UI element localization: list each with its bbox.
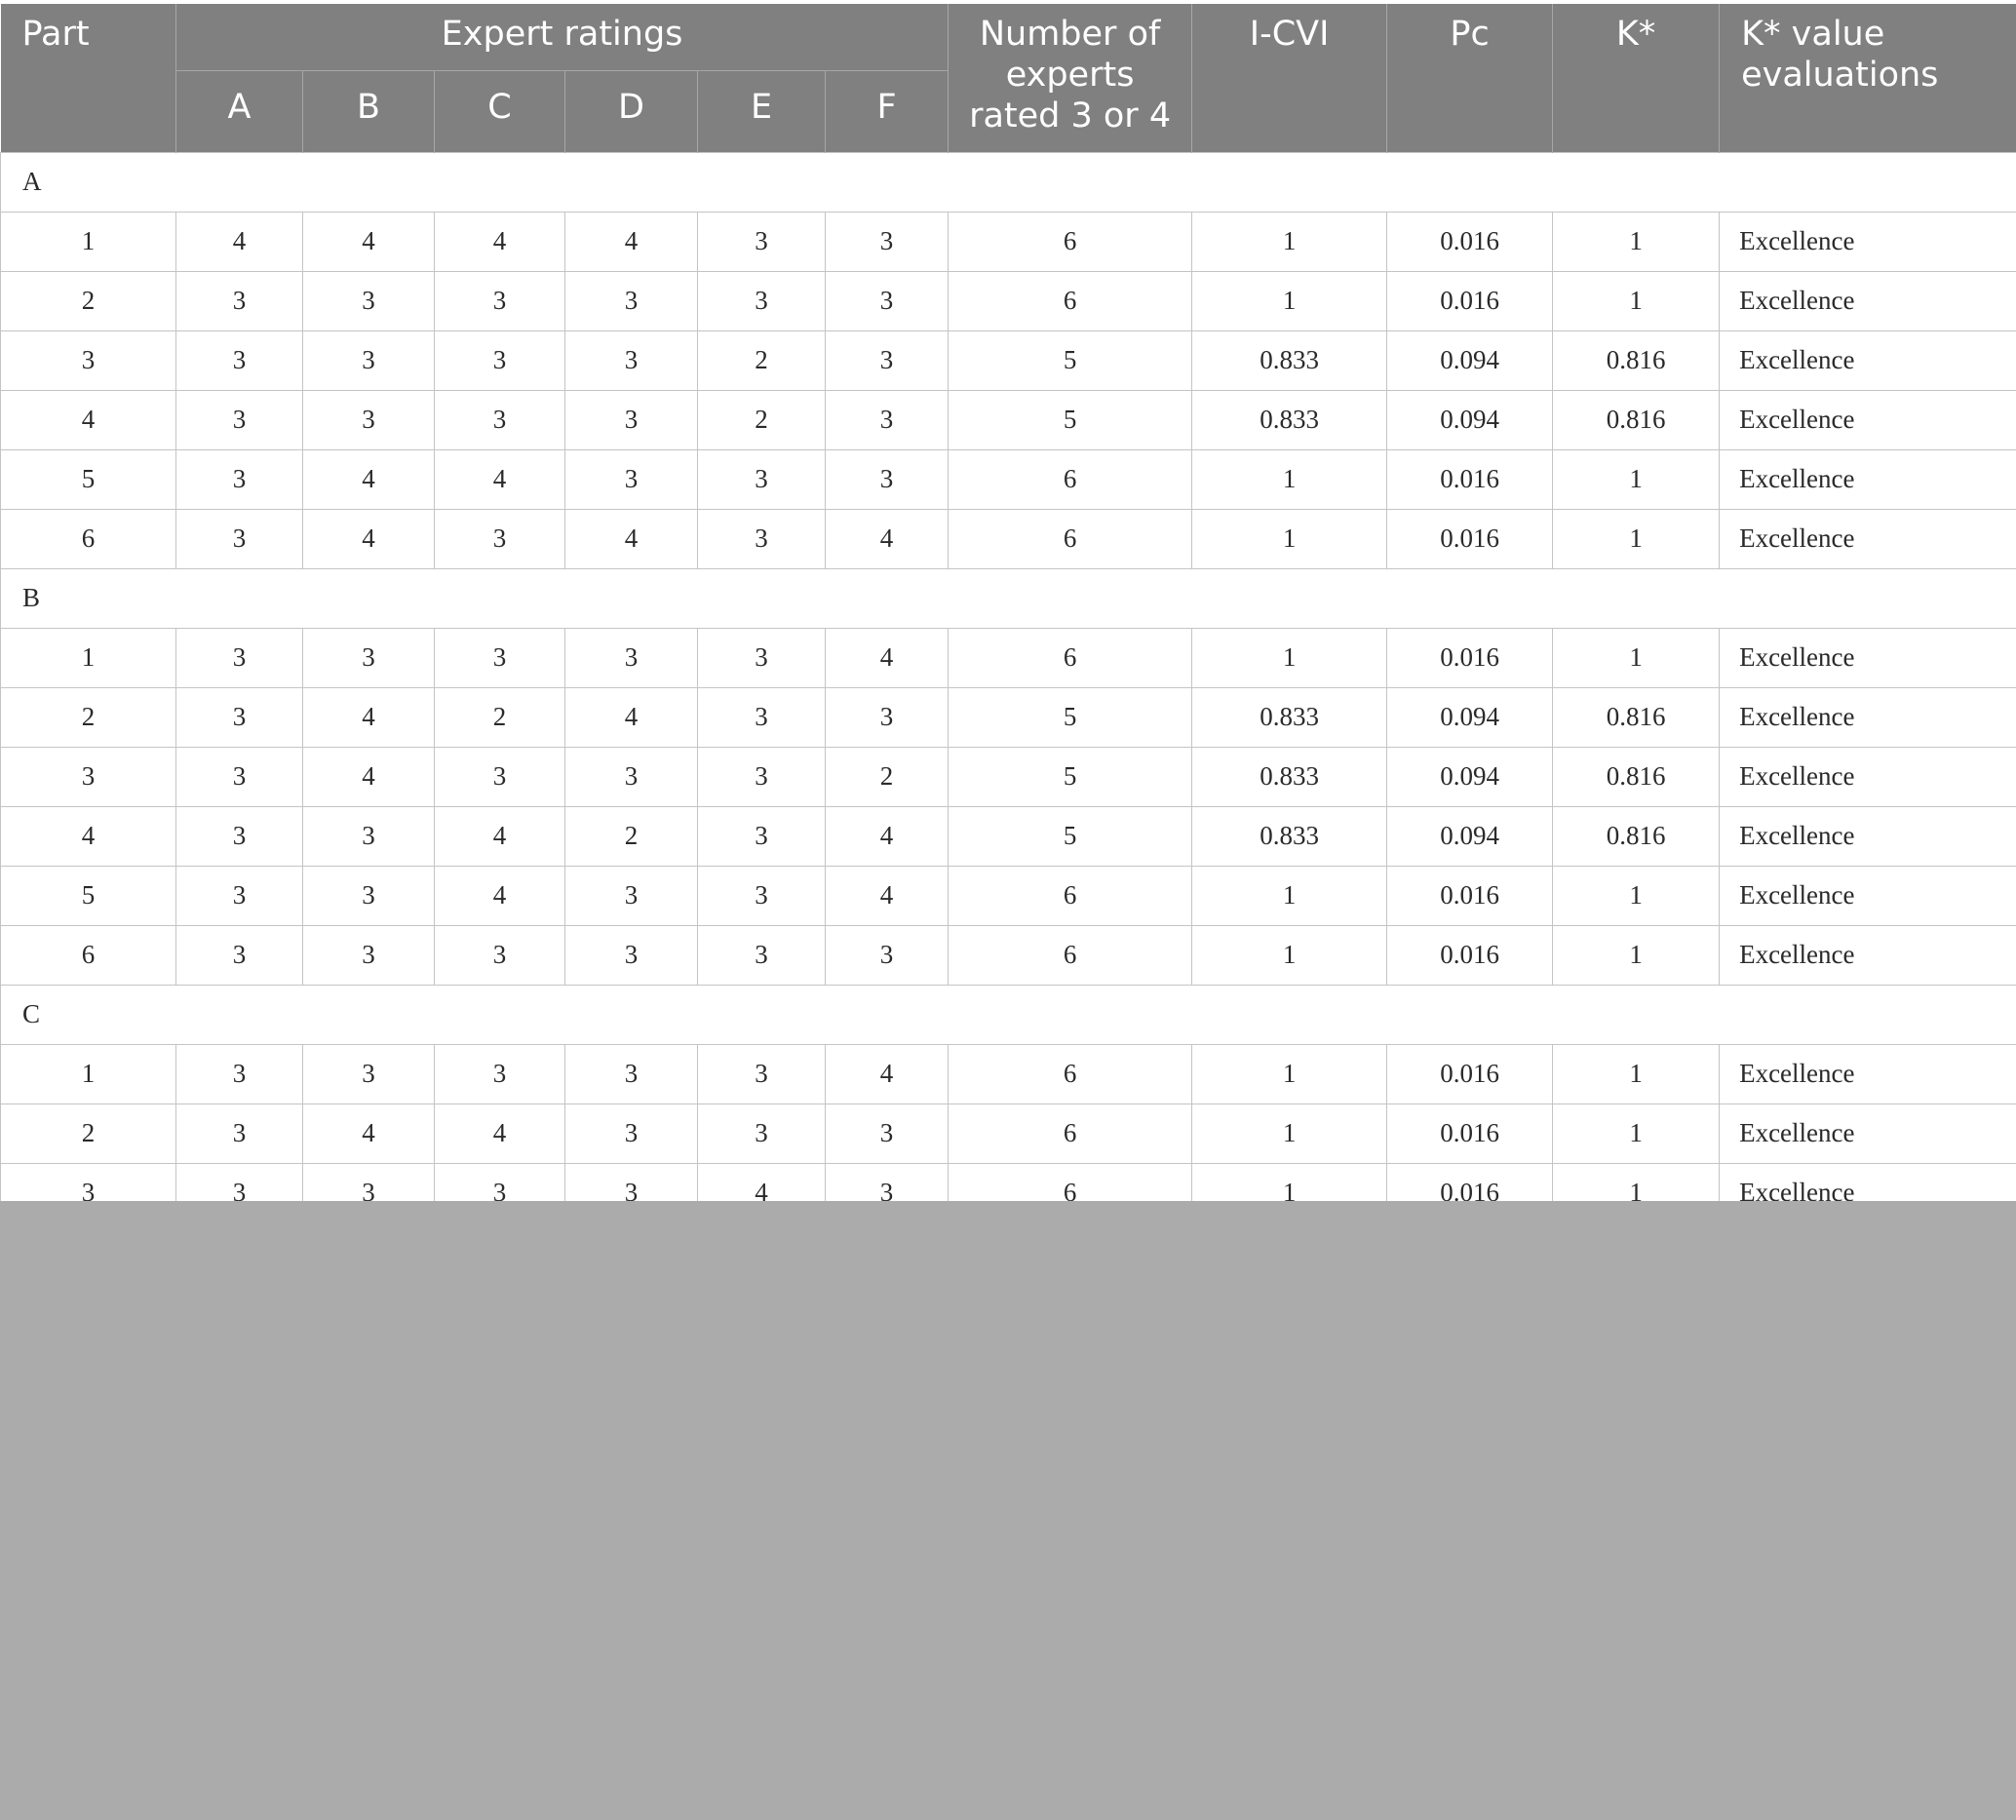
expert-rating-cell: 4 [303, 747, 435, 806]
kappa-cell: 1 [1553, 449, 1720, 509]
kappa-evaluation-cell: Excellence [1720, 330, 2016, 390]
kappa-evaluation-cell: Excellence [1720, 925, 2016, 985]
header-part: Part [1, 4, 176, 152]
pc-cell: 0.016 [1387, 449, 1553, 509]
expert-rating-cell: 3 [303, 330, 435, 390]
expert-rating-cell: 3 [435, 925, 565, 985]
kappa-evaluation-cell: Excellence [1720, 390, 2016, 449]
expert-rating-cell: 3 [303, 390, 435, 449]
kappa-cell: 1 [1553, 509, 1720, 568]
kappa-evaluation-cell: Excellence [1720, 271, 2016, 330]
expert-rating-cell: 3 [565, 449, 698, 509]
table-row [1, 509, 2016, 568]
expert-rating-cell: 4 [303, 1104, 435, 1163]
expert-rating-cell: 3 [303, 806, 435, 866]
table-row [1, 390, 2016, 449]
kappa-evaluation-cell: Excellence [1720, 509, 2016, 568]
expert-rating-cell: 3 [565, 628, 698, 687]
expert-rating-cell: 4 [826, 806, 949, 866]
item-number-cell: 1 [1, 212, 176, 271]
expert-rating-cell: 3 [698, 1104, 826, 1163]
expert-rating-cell: 3 [303, 628, 435, 687]
expert-rating-cell: 3 [435, 1163, 565, 1201]
pc-cell: 0.016 [1387, 509, 1553, 568]
expert-rating-cell: 3 [698, 212, 826, 271]
item-number-cell: 2 [1, 687, 176, 747]
kappa-evaluation-cell: Excellence [1720, 687, 2016, 747]
table-row [1, 1044, 2016, 1104]
item-number-cell: 1 [1, 628, 176, 687]
kappa-cell: 0.816 [1553, 747, 1720, 806]
expert-rating-cell: 4 [435, 449, 565, 509]
experts-count-cell: 6 [949, 271, 1192, 330]
item-number-cell: 6 [1, 509, 176, 568]
expert-rating-cell: 3 [303, 1163, 435, 1201]
expert-rating-cell: 3 [698, 509, 826, 568]
item-number-cell: 4 [1, 390, 176, 449]
section-label: A [1, 152, 2016, 212]
experts-count-cell: 5 [949, 806, 1192, 866]
icvi-cell: 1 [1192, 1044, 1387, 1104]
icvi-cell: 1 [1192, 925, 1387, 985]
expert-rating-cell: 3 [176, 449, 303, 509]
expert-rating-cell: 3 [435, 1044, 565, 1104]
expert-rating-cell: 2 [435, 687, 565, 747]
item-number-cell: 1 [1, 1044, 176, 1104]
pc-cell: 0.094 [1387, 806, 1553, 866]
expert-rating-cell: 3 [435, 509, 565, 568]
kappa-evaluation-cell: Excellence [1720, 806, 2016, 866]
expert-rating-cell: 3 [176, 628, 303, 687]
table-row [1, 1104, 2016, 1163]
section-row [1, 568, 2016, 628]
expert-rating-cell: 3 [176, 1044, 303, 1104]
expert-rating-cell: 4 [303, 509, 435, 568]
expert-rating-cell: 3 [826, 1163, 949, 1201]
experts-count-cell: 6 [949, 1044, 1192, 1104]
expert-rating-cell: 3 [565, 1163, 698, 1201]
expert-rating-cell: 3 [435, 330, 565, 390]
expert-rating-cell: 3 [826, 1104, 949, 1163]
kappa-cell: 1 [1553, 1163, 1720, 1201]
expert-rating-cell: 3 [176, 747, 303, 806]
expert-rating-cell: 3 [176, 1104, 303, 1163]
item-number-cell: 2 [1, 1104, 176, 1163]
experts-count-cell: 5 [949, 687, 1192, 747]
table-row [1, 687, 2016, 747]
table-row [1, 212, 2016, 271]
pc-cell: 0.016 [1387, 1104, 1553, 1163]
expert-rating-cell: 3 [698, 806, 826, 866]
item-number-cell: 3 [1, 1163, 176, 1201]
kappa-cell: 0.816 [1553, 330, 1720, 390]
expert-rating-cell: 3 [176, 509, 303, 568]
header-expert-e: E [698, 70, 826, 152]
expert-rating-cell: 3 [565, 330, 698, 390]
expert-rating-cell: 3 [303, 925, 435, 985]
expert-rating-cell: 3 [435, 628, 565, 687]
expert-rating-cell: 3 [698, 1044, 826, 1104]
expert-rating-cell: 3 [565, 925, 698, 985]
expert-rating-cell: 3 [826, 271, 949, 330]
expert-rating-cell: 3 [826, 390, 949, 449]
expert-rating-cell: 3 [176, 687, 303, 747]
expert-rating-cell: 3 [826, 449, 949, 509]
expert-rating-cell: 4 [565, 687, 698, 747]
expert-rating-cell: 3 [435, 390, 565, 449]
experts-count-cell: 6 [949, 1104, 1192, 1163]
expert-rating-cell: 4 [303, 687, 435, 747]
table-row [1, 806, 2016, 866]
experts-count-cell: 6 [949, 212, 1192, 271]
pc-cell: 0.016 [1387, 271, 1553, 330]
expert-rating-cell: 4 [435, 866, 565, 925]
expert-rating-cell: 3 [176, 1163, 303, 1201]
item-number-cell: 3 [1, 330, 176, 390]
content-validity-table [0, 4, 2016, 1201]
kappa-evaluation-cell: Excellence [1720, 449, 2016, 509]
pc-cell: 0.016 [1387, 1163, 1553, 1201]
expert-rating-cell: 3 [303, 271, 435, 330]
expert-rating-cell: 3 [176, 925, 303, 985]
kappa-evaluation-cell: Excellence [1720, 628, 2016, 687]
icvi-cell: 1 [1192, 449, 1387, 509]
kappa-cell: 1 [1553, 271, 1720, 330]
expert-rating-cell: 3 [826, 687, 949, 747]
expert-rating-cell: 4 [826, 866, 949, 925]
pc-cell: 0.016 [1387, 628, 1553, 687]
expert-rating-cell: 3 [176, 806, 303, 866]
expert-rating-cell: 3 [565, 866, 698, 925]
section-row [1, 152, 2016, 212]
header-expert-c: C [435, 70, 565, 152]
header-pc: Pc [1387, 4, 1553, 152]
pc-cell: 0.094 [1387, 747, 1553, 806]
experts-count-cell: 5 [949, 747, 1192, 806]
header-kappa: Κ* [1553, 4, 1720, 152]
expert-rating-cell: 3 [565, 747, 698, 806]
icvi-cell: 1 [1192, 1163, 1387, 1201]
table-row [1, 271, 2016, 330]
header-expert-f: F [826, 70, 949, 152]
kappa-evaluation-cell: Excellence [1720, 212, 2016, 271]
pc-cell: 0.094 [1387, 390, 1553, 449]
icvi-cell: 1 [1192, 212, 1387, 271]
experts-count-cell: 6 [949, 1163, 1192, 1201]
experts-count-cell: 6 [949, 925, 1192, 985]
expert-rating-cell: 4 [698, 1163, 826, 1201]
expert-rating-cell: 3 [698, 925, 826, 985]
item-number-cell: 3 [1, 747, 176, 806]
item-number-cell: 2 [1, 271, 176, 330]
expert-rating-cell: 3 [303, 866, 435, 925]
header-icvi: I-CVI [1192, 4, 1387, 152]
expert-rating-cell: 3 [698, 866, 826, 925]
expert-rating-cell: 3 [303, 1044, 435, 1104]
item-number-cell: 5 [1, 866, 176, 925]
kappa-cell: 1 [1553, 866, 1720, 925]
item-number-cell: 4 [1, 806, 176, 866]
section-label: B [1, 568, 2016, 628]
expert-rating-cell: 3 [826, 925, 949, 985]
kappa-cell: 1 [1553, 1104, 1720, 1163]
table-row [1, 449, 2016, 509]
expert-rating-cell: 3 [176, 390, 303, 449]
expert-rating-cell: 3 [698, 687, 826, 747]
experts-count-cell: 6 [949, 628, 1192, 687]
kappa-cell: 1 [1553, 212, 1720, 271]
kappa-cell: 1 [1553, 1044, 1720, 1104]
item-number-cell: 5 [1, 449, 176, 509]
header-kappa-evaluations: Κ* value evaluations [1720, 4, 2016, 152]
icvi-cell: 1 [1192, 509, 1387, 568]
expert-rating-cell: 4 [826, 509, 949, 568]
experts-count-cell: 5 [949, 390, 1192, 449]
expert-rating-cell: 3 [826, 330, 949, 390]
icvi-cell: 0.833 [1192, 687, 1387, 747]
pc-cell: 0.016 [1387, 212, 1553, 271]
table-row [1, 747, 2016, 806]
icvi-cell: 0.833 [1192, 747, 1387, 806]
table-header [1, 4, 2016, 152]
expert-rating-cell: 2 [698, 330, 826, 390]
expert-rating-cell: 3 [565, 1044, 698, 1104]
expert-rating-cell: 3 [698, 628, 826, 687]
expert-rating-cell: 4 [826, 1044, 949, 1104]
table-body [1, 152, 2016, 1201]
expert-rating-cell: 3 [826, 212, 949, 271]
item-number-cell: 6 [1, 925, 176, 985]
kappa-evaluation-cell: Excellence [1720, 747, 2016, 806]
header-expert-b: B [303, 70, 435, 152]
expert-rating-cell: 3 [176, 866, 303, 925]
header-expert-d: D [565, 70, 698, 152]
table-row [1, 866, 2016, 925]
table-row [1, 628, 2016, 687]
experts-count-cell: 6 [949, 866, 1192, 925]
expert-rating-cell: 3 [435, 271, 565, 330]
expert-rating-cell: 3 [698, 747, 826, 806]
icvi-cell: 1 [1192, 628, 1387, 687]
pc-cell: 0.016 [1387, 1044, 1553, 1104]
section-label: C [1, 985, 2016, 1044]
expert-rating-cell: 4 [435, 1104, 565, 1163]
expert-rating-cell: 4 [435, 806, 565, 866]
pc-cell: 0.094 [1387, 687, 1553, 747]
expert-rating-cell: 3 [698, 271, 826, 330]
icvi-cell: 1 [1192, 866, 1387, 925]
icvi-cell: 1 [1192, 271, 1387, 330]
kappa-cell: 1 [1553, 925, 1720, 985]
expert-rating-cell: 3 [176, 330, 303, 390]
expert-rating-cell: 4 [565, 212, 698, 271]
expert-rating-cell: 3 [565, 271, 698, 330]
kappa-evaluation-cell: Excellence [1720, 1044, 2016, 1104]
kappa-evaluation-cell: Excellence [1720, 1104, 2016, 1163]
table-row [1, 1163, 2016, 1201]
pc-cell: 0.016 [1387, 866, 1553, 925]
expert-rating-cell: 4 [176, 212, 303, 271]
kappa-cell: 1 [1553, 628, 1720, 687]
expert-rating-cell: 4 [303, 212, 435, 271]
kappa-cell: 0.816 [1553, 390, 1720, 449]
expert-rating-cell: 4 [826, 628, 949, 687]
expert-rating-cell: 2 [826, 747, 949, 806]
expert-rating-cell: 3 [698, 449, 826, 509]
kappa-evaluation-cell: Excellence [1720, 1163, 2016, 1201]
expert-rating-cell: 4 [565, 509, 698, 568]
icvi-cell: 0.833 [1192, 390, 1387, 449]
table-row [1, 925, 2016, 985]
section-row [1, 985, 2016, 1044]
icvi-cell: 0.833 [1192, 330, 1387, 390]
pc-cell: 0.094 [1387, 330, 1553, 390]
kappa-cell: 0.816 [1553, 687, 1720, 747]
expert-rating-cell: 4 [435, 212, 565, 271]
expert-rating-cell: 2 [698, 390, 826, 449]
experts-count-cell: 5 [949, 330, 1192, 390]
kappa-evaluation-cell: Excellence [1720, 866, 2016, 925]
expert-rating-cell: 4 [303, 449, 435, 509]
expert-rating-cell: 2 [565, 806, 698, 866]
kappa-cell: 0.816 [1553, 806, 1720, 866]
icvi-cell: 1 [1192, 1104, 1387, 1163]
expert-rating-cell: 3 [176, 271, 303, 330]
header-expert-a: A [176, 70, 303, 152]
experts-count-cell: 6 [949, 449, 1192, 509]
header-expert-ratings: Expert ratings [176, 4, 949, 70]
header-number-of-experts: Number of experts rated 3 or 4 [949, 4, 1192, 152]
experts-count-cell: 6 [949, 509, 1192, 568]
pc-cell: 0.016 [1387, 925, 1553, 985]
expert-rating-cell: 3 [435, 747, 565, 806]
icvi-cell: 0.833 [1192, 806, 1387, 866]
expert-rating-cell: 3 [565, 390, 698, 449]
table-row [1, 330, 2016, 390]
expert-rating-cell: 3 [565, 1104, 698, 1163]
